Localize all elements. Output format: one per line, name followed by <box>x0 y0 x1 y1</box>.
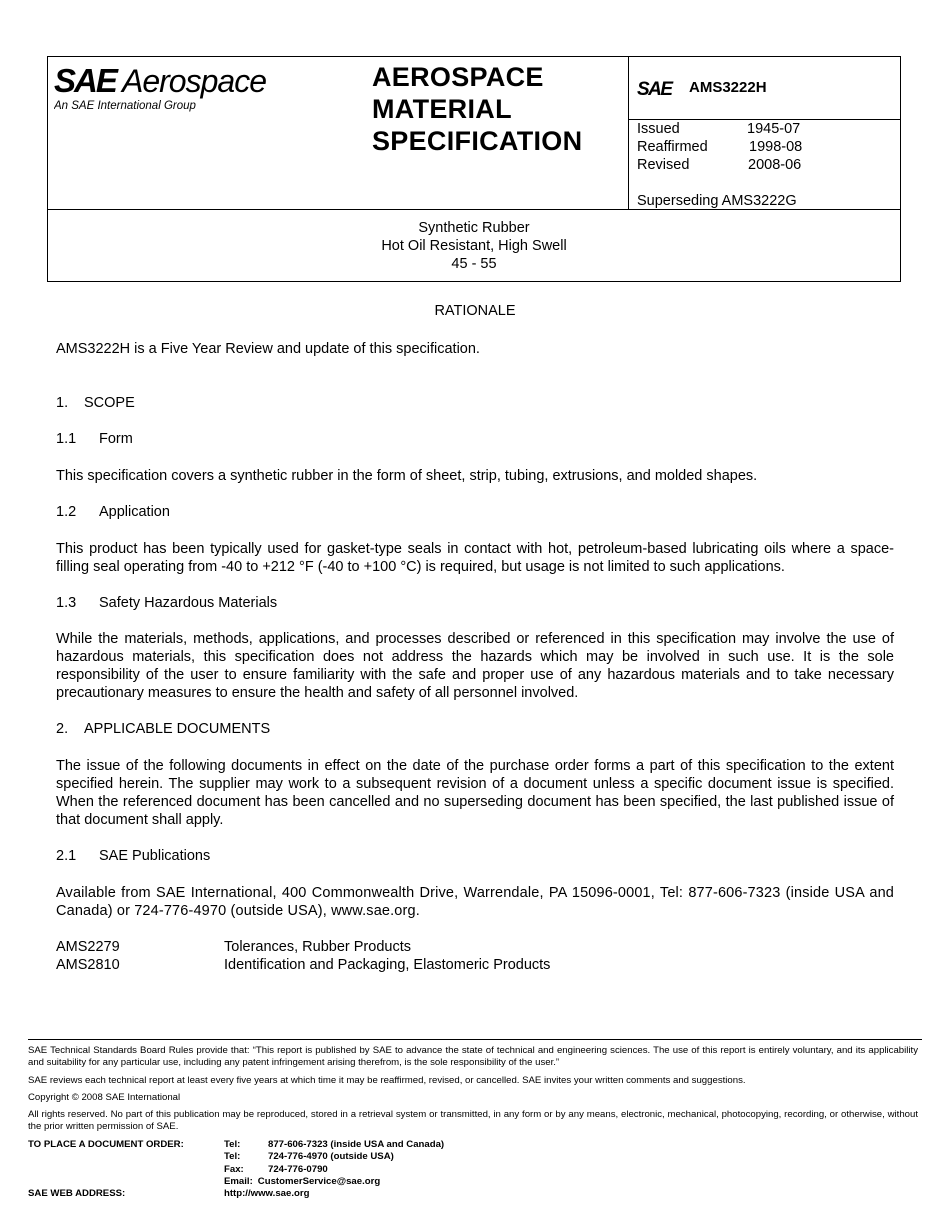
rationale-text: AMS3222H is a Five Year Review and update of this specification. <box>56 341 480 357</box>
order-row <box>28 1139 444 1151</box>
safety-paragraph: While the materials, methods, applications, and processes described or referenced in this specification may involve the use of hazardous materials, this specification does not address the hazards which may be involved in such use. It is the sole responsibility of the user to ensure familiarity with the safe and proper use of any hazardous materials and to take necessary precautionary measures to ensure the health and safety of all personnel involved. <box>56 631 894 701</box>
subsection-title: SAE Publications <box>99 848 211 864</box>
document-number: AMS3222H <box>689 79 767 96</box>
issue-value: 1945-07 <box>747 121 801 137</box>
rationale-heading: RATIONALE <box>434 303 516 319</box>
subsection-number: 1.3 <box>56 595 77 611</box>
document-type <box>372 61 582 157</box>
order-row <box>28 1176 444 1188</box>
order-row <box>28 1164 444 1176</box>
footer-copyright: Copyright © 2008 SAE International <box>28 1092 181 1103</box>
web-address-label: SAE WEB ADDRESS: <box>28 1188 126 1200</box>
section-heading-applicable-documents <box>56 720 894 738</box>
contact-value: 877-606-7323 (inside USA and Canada) <box>268 1139 445 1150</box>
section-title: APPLICABLE DOCUMENTS <box>84 721 271 737</box>
subsection-heading-sae-publications <box>56 847 894 865</box>
order-label: TO PLACE A DOCUMENT ORDER: <box>28 1139 184 1150</box>
subsection-number: 1.2 <box>56 504 77 520</box>
subsection-title: Safety Hazardous Materials <box>99 595 278 611</box>
title-line: Synthetic Rubber <box>418 220 530 236</box>
contact-kind: Fax: <box>224 1163 244 1175</box>
subsection-title: Form <box>99 431 133 447</box>
reference-row <box>56 938 894 956</box>
sae-mini-logo <box>637 79 685 99</box>
application-paragraph: This product has been typically used for gasket-type seals in contact with hot, petroleum-based lubricating oils where a space-filling seal operating from -40 to +212 °F (-40 to +100 °C) is required, but usage is not limited to such applications. <box>56 541 894 575</box>
contact-kind: Tel: <box>224 1151 241 1163</box>
reference-row <box>56 956 894 974</box>
doc-type-line: AEROSPACE <box>372 62 544 92</box>
svg-text:SAE: SAE <box>637 79 672 99</box>
reference-list <box>56 938 894 974</box>
doc-type-line: MATERIAL <box>372 94 512 124</box>
issue-value: 1998-08 <box>749 139 803 155</box>
issue-label: Reaffirmed <box>637 139 708 155</box>
section-heading-scope <box>56 394 894 412</box>
subsection-number: 2.1 <box>56 848 77 864</box>
header-column-divider <box>628 57 629 209</box>
footer-rules-text: SAE Technical Standards Board Rules provide that: “This report is published by SAE to advance the state of technical and engineering sciences. The use of this report is entirely voluntary, and its applicability and suitability for any particular use, including any patent infringement arising therefrom, is the sole responsibility of the user.” <box>28 1045 918 1068</box>
logo-tagline: An SAE International Group <box>54 100 196 112</box>
doc-type-line: SPECIFICATION <box>372 126 583 156</box>
subsection-number: 1.1 <box>56 431 77 447</box>
issue-row <box>637 138 802 156</box>
section-title: SCOPE <box>84 395 135 411</box>
order-row <box>28 1151 444 1163</box>
reference-code: AMS2810 <box>56 957 120 973</box>
subsection-title: Application <box>99 504 170 520</box>
issue-row <box>637 120 802 138</box>
header-divider <box>48 209 900 210</box>
contact-value: 724-776-0790 <box>268 1163 328 1175</box>
title-line: Hot Oil Resistant, High Swell <box>381 238 567 254</box>
footer-review-text: SAE reviews each technical report at least every five years at which time it may be reaffirmed, revised, or cancelled. SAE invites your written comments and suggestions. <box>28 1075 746 1086</box>
title-line: 45 - 55 <box>451 256 497 272</box>
subsection-heading-safety <box>56 594 894 612</box>
logo-brand: SAE <box>54 63 116 99</box>
subsection-heading-application <box>56 503 894 521</box>
section-number: 2. <box>56 721 69 737</box>
issue-value: 2008-06 <box>748 157 802 173</box>
contact-kind: Email: <box>224 1175 253 1187</box>
contact-value: 724-776-4970 (outside USA) <box>268 1151 394 1163</box>
issue-table <box>637 120 802 174</box>
reference-title: Tolerances, Rubber Products <box>224 939 411 955</box>
contact-kind: Tel: <box>224 1139 241 1150</box>
issue-label: Revised <box>637 157 690 173</box>
sae-aerospace-logo <box>54 63 304 123</box>
contact-value: CustomerService@sae.org <box>257 1175 381 1187</box>
reference-code: AMS2279 <box>56 939 120 955</box>
sae-publications-paragraph: Available from SAE International, 400 Commonwealth Drive, Warrendale, PA 15096-0001, Tel: 877-606-7323 (inside USA and Canada) or 724-776-4970 (outside USA), www.sae.org. <box>56 885 894 919</box>
header-box <box>47 56 901 282</box>
document-title <box>48 219 900 273</box>
subsection-heading-form <box>56 430 894 448</box>
applicable-documents-paragraph: The issue of the following documents in effect on the date of the purchase order forms a part of this specification to the extent specified herein. The supplier may work to a subsequent revision of a document unless a specific document issue is specified. When the referenced document has been cancelled and no superseding document has been specified, the last published issue of that document shall apply. <box>56 758 894 828</box>
reference-title: Identification and Packaging, Elastomeric Products <box>224 957 551 973</box>
order-info <box>28 1139 444 1200</box>
issue-label: Issued <box>637 121 680 137</box>
section-number: 1. <box>56 395 69 411</box>
footer-rights-text: All rights reserved. No part of this publication may be reproduced, stored in a retrieval system or transmitted, in any form or by any means, electronic, mechanical, photocopying, recording, or otherwise, without the prior written permission of SAE. <box>28 1109 918 1132</box>
footer-rule <box>28 1039 922 1040</box>
logo-word: Aerospace <box>122 63 266 99</box>
order-row <box>28 1188 444 1200</box>
web-address-link[interactable]: http://www.sae.org <box>224 1188 310 1200</box>
issue-row <box>637 156 802 174</box>
superseding-note: Superseding AMS3222G <box>637 193 797 209</box>
form-paragraph: This specification covers a synthetic rubber in the form of sheet, strip, tubing, extrusions, and molded shapes. <box>56 468 758 484</box>
